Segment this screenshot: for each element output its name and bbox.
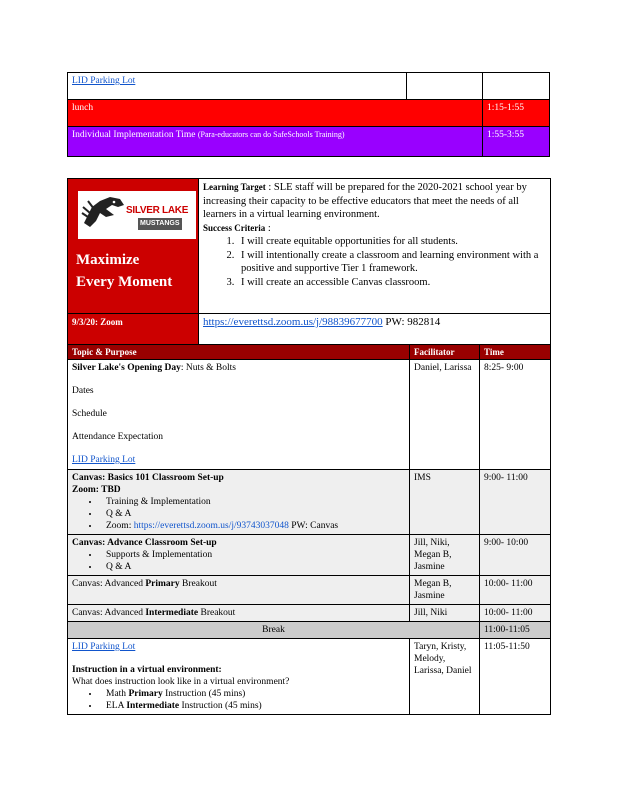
list-item: • Supports & Implementation (100, 549, 405, 561)
slogan-line-1: Maximize (76, 252, 140, 268)
column-header-row (68, 345, 551, 360)
criteria-item: 1. I will create equitable opportunities for all students. (237, 235, 546, 249)
table-row (68, 470, 551, 535)
session-date: 9/3/20: Zoom (68, 314, 199, 345)
criteria-item: 3. I will create an accessible Canvas classroom. (237, 276, 546, 290)
zoom-row (68, 314, 551, 345)
basics-zoom-link[interactable]: https://everettsd.zoom.us/j/93743037048 (133, 521, 289, 531)
time-cell: 8:25- 9:00 (480, 360, 551, 470)
learning-target-text: : SLE staff will be prepared for the 2020-2021 school year by increasing their capacity to be effective educators that meet the needs of all learners in a virtual learning environment. (203, 182, 527, 220)
criteria-item: 2. I will intentionally create a classroom and learning environment with a positive and supportive Tier 1 framework. (237, 249, 546, 276)
silver-lake-logo (78, 191, 196, 239)
list-item: • Math Primary Instruction (45 mins) (100, 688, 405, 700)
success-criteria-label: Success Criteria (203, 222, 266, 233)
lid-parking-lot-link[interactable]: LID Parking Lot (72, 76, 136, 86)
logo-text-main: SILVER LAKE (126, 205, 189, 216)
facilitator-cell: Jill, Niki, Megan B, Jasmine (410, 535, 480, 576)
lunch-time: 1:15-1:55 (487, 103, 524, 113)
facilitator-cell: Taryn, Kristy, Melody, Larissa, Daniel (410, 639, 480, 715)
iit-time: 1:55-3:55 (487, 130, 524, 140)
facilitator-cell: IMS (410, 470, 480, 535)
advance-title: Canvas: Advance Classroom Set-up (72, 538, 217, 548)
table-row (68, 535, 551, 576)
lunch-row (68, 100, 550, 127)
facilitator-cell: Megan B, Jasmine (410, 576, 480, 605)
time-cell: 10:00- 11:00 (480, 605, 551, 622)
facilitator-cell: Jill, Niki (410, 605, 480, 622)
lid-parking-lot-link[interactable]: LID Parking Lot (72, 455, 136, 465)
time-cell: 9:00- 10:00 (480, 535, 551, 576)
branding-cell (68, 179, 199, 314)
time-cell: 9:00- 11:00 (480, 470, 551, 535)
individual-implementation-row (68, 127, 550, 157)
zoom-link[interactable]: https://everettsd.zoom.us/j/98839677700 (203, 316, 383, 328)
list-item: • Zoom: https://everettsd.zoom.us/j/93743037048 PW: Canvas (100, 520, 405, 532)
zoom-password: PW: 982814 (385, 316, 441, 328)
learning-target-label: Learning Target (203, 182, 266, 192)
lid-parking-lot-link[interactable]: LID Parking Lot (72, 642, 136, 652)
list-item: • ELA Intermediate Instruction (45 mins) (100, 700, 405, 712)
basics-zoom-label: Zoom: TBD (72, 485, 121, 495)
column-time: Time (480, 345, 551, 360)
table-row: Canvas: Advanced Primary Breakout Megan B, Jasmine 10:00- 11:00 (68, 576, 551, 605)
break-row (68, 622, 551, 639)
time-cell: 10:00- 11:00 (480, 576, 551, 605)
mustang-icon (80, 193, 128, 237)
agenda-main-table (67, 178, 551, 715)
list-item: • Training & Implementation (100, 496, 405, 508)
header-row (68, 179, 551, 314)
table-row: Canvas: Advanced Intermediate Breakout Jill, Niki 10:00- 11:00 (68, 605, 551, 622)
instruction-title: Instruction in a virtual environment: (72, 665, 222, 675)
break-label: Break (68, 622, 480, 639)
lunch-label: lunch (72, 103, 94, 113)
success-criteria-colon: : (267, 222, 271, 234)
iit-note: (Para-educators can do SafeSchools Training) (197, 130, 345, 139)
instruction-question: What does instruction look like in a virtual environment? (72, 677, 290, 687)
agenda-top-table (67, 72, 550, 157)
opening-title: Silver Lake's Opening Day (72, 363, 181, 373)
list-item: • Q & A (100, 508, 405, 520)
opening-title-rest: : Nuts & Bolts (180, 363, 236, 373)
slogan-line-2: Every Moment (76, 274, 173, 290)
logo-text-sub: MUSTANGS (138, 218, 182, 230)
column-facilitator: Facilitator (410, 345, 480, 360)
learning-target-cell (199, 179, 551, 314)
list-item: Schedule (72, 409, 107, 419)
table-row (68, 639, 551, 715)
success-criteria-list (203, 235, 546, 289)
facilitator-cell: Daniel, Larissa (410, 360, 480, 470)
time-cell: 11:00-11:05 (480, 622, 551, 639)
parking-lot-row (68, 73, 550, 100)
basics-title: Canvas: Basics 101 Classroom Set-up (72, 473, 224, 483)
list-item: Attendance Expectation (72, 432, 164, 442)
list-item: Dates (72, 386, 94, 396)
time-cell: 11:05-11:50 (480, 639, 551, 715)
table-row (68, 360, 551, 470)
column-topic: Topic & Purpose (68, 345, 410, 360)
list-item: • Q & A (100, 561, 405, 573)
iit-label: Individual Implementation Time (72, 130, 196, 140)
